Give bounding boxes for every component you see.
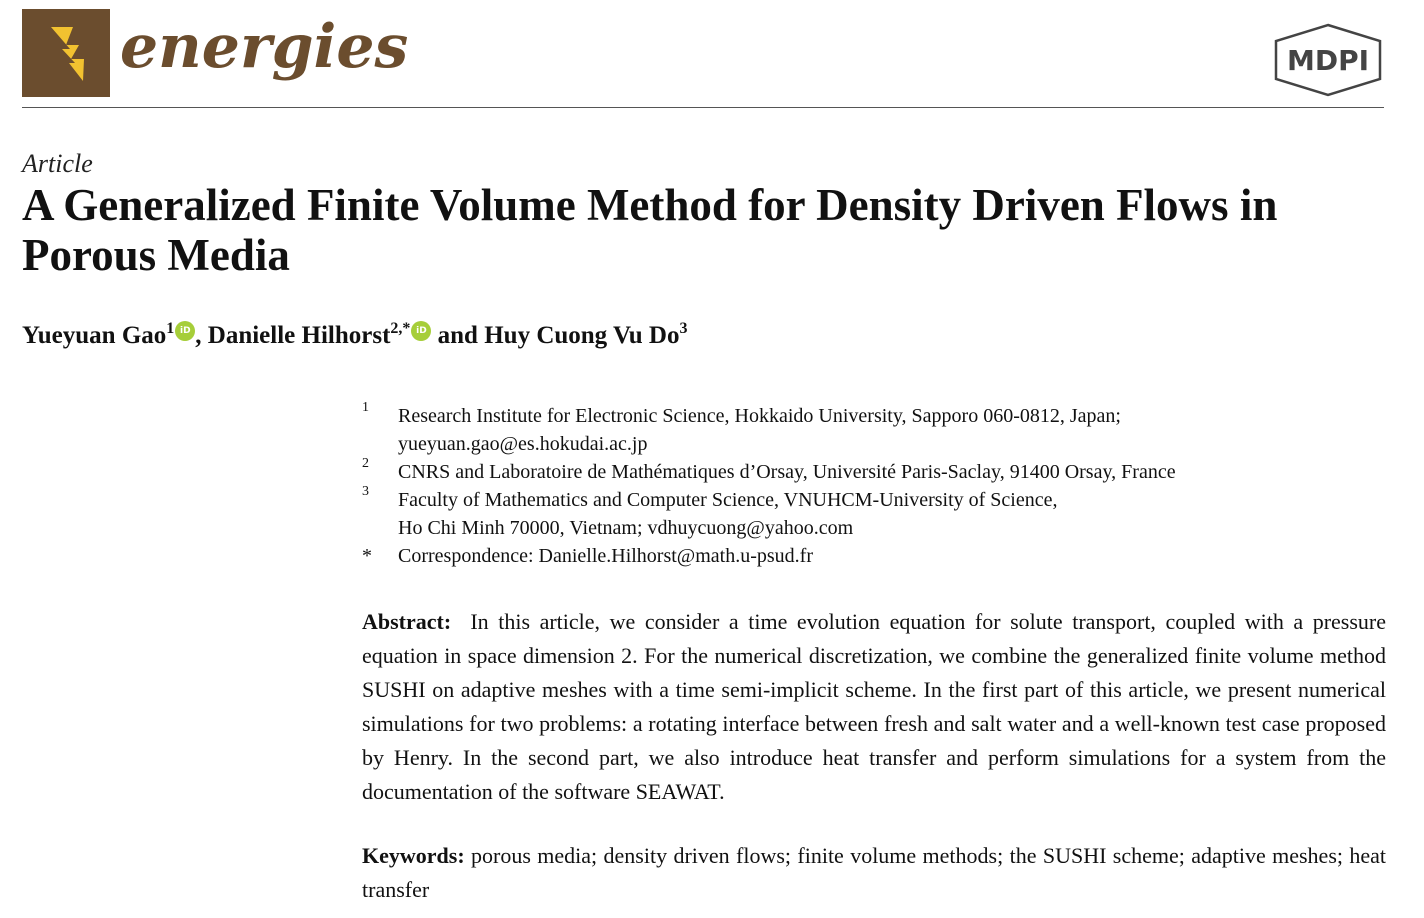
article-title: A Generalized Finite Volume Method for Density Driven Flows in Porous Media bbox=[22, 180, 1278, 280]
lightning-bolt-icon bbox=[22, 9, 110, 97]
correspondence-item bbox=[362, 542, 1402, 570]
abstract bbox=[362, 605, 1386, 809]
author-affiliation-mark: 1 bbox=[166, 320, 175, 337]
author-separator: , bbox=[195, 322, 208, 349]
orcid-icon[interactable]: iD bbox=[411, 321, 431, 341]
keywords bbox=[362, 839, 1386, 907]
affiliation-item bbox=[362, 458, 1402, 486]
correspondence-text[interactable]: Correspondence: Danielle.Hilhorst@math.u-psud.fr bbox=[398, 545, 813, 567]
affiliation-text: CNRS and Laboratoire de Mathématiques d’Orsay, Université Paris-Saclay, 91400 Orsay, France bbox=[398, 461, 1176, 483]
affiliation-text: Faculty of Mathematics and Computer Science, VNUHCM-University of Science, bbox=[398, 489, 1058, 511]
author-separator: and bbox=[431, 322, 485, 349]
keywords-label: Keywords: bbox=[362, 843, 465, 868]
publisher-logo bbox=[1272, 22, 1384, 98]
author-list bbox=[22, 318, 1122, 354]
affiliation-number: 2 bbox=[362, 456, 369, 471]
journal-name: energies bbox=[120, 12, 409, 82]
abstract-label: Abstract: bbox=[362, 609, 452, 634]
journal-logo bbox=[22, 9, 110, 97]
affiliation-number: 3 bbox=[362, 484, 369, 499]
affiliation-item bbox=[362, 486, 1402, 542]
author-affiliation-mark: 3 bbox=[679, 320, 688, 337]
abstract-text: In this article, we consider a time evolution equation for solute transport, coupled with a pressure equation in space dimension 2. For the numerical discretization, we combine the generalized finite volume method SUSHI on adaptive meshes with a time semi-implicit scheme. In the first part of this article, we present numerical simulations for two problems: a rotating interface between fresh and salt water and a well-known test case proposed by Henry. In the second part, we also introduce heat transfer and perform simulations for a system from the documentation of the software SEAWAT. bbox=[362, 609, 1387, 804]
keywords-text: porous media; density driven flows; finite volume methods; the SUSHI scheme; adaptive meshes; heat transfer bbox=[362, 843, 1387, 902]
affiliation-number: 1 bbox=[362, 400, 369, 415]
orcid-icon[interactable]: iD bbox=[175, 321, 195, 341]
affiliation-item bbox=[362, 402, 1402, 458]
affiliation-list bbox=[362, 402, 1402, 570]
correspondence-mark: * bbox=[362, 545, 372, 567]
affiliation-email[interactable]: yueyuan.gao@es.hokudai.ac.jp bbox=[398, 433, 648, 455]
publisher-name: MDPI bbox=[1286, 44, 1370, 77]
article-type: Article bbox=[22, 149, 93, 178]
author-name: Danielle Hilhorst bbox=[207, 322, 391, 349]
affiliation-email[interactable]: Ho Chi Minh 70000, Vietnam; vdhuycuong@yahoo.com bbox=[398, 517, 854, 539]
header-divider bbox=[22, 107, 1384, 108]
author-affiliation-mark: 2,* bbox=[390, 320, 411, 337]
affiliation-text: Research Institute for Electronic Science, Hokkaido University, Sapporo 060-0812, Japan; bbox=[398, 405, 1121, 427]
author-name: Huy Cuong Vu Do bbox=[484, 322, 680, 349]
author-name: Yueyuan Gao bbox=[22, 322, 167, 349]
